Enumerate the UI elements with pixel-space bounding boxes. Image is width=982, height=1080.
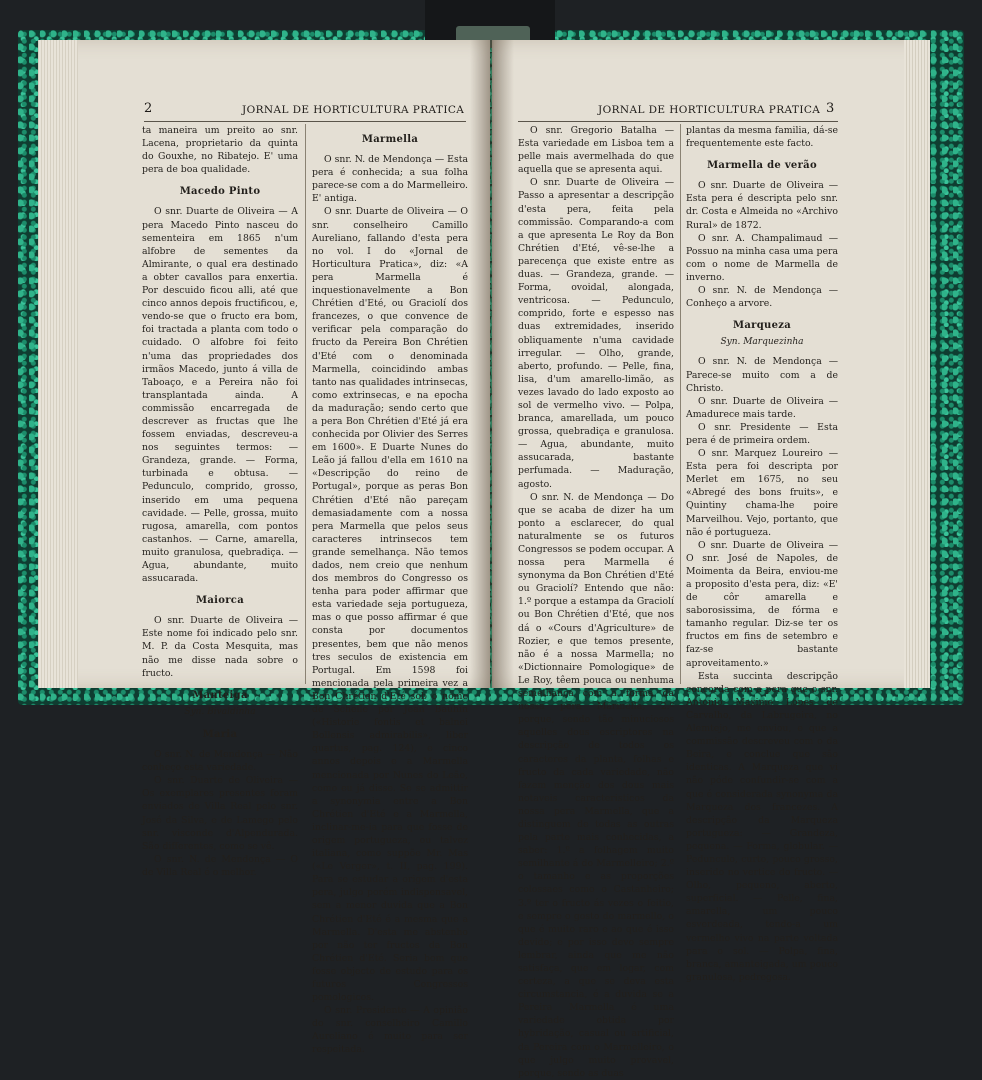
right-header-rule — [518, 121, 838, 122]
section-heading: Marmella de verão — [707, 160, 817, 172]
paragraph: O snr. Duarte de Oliveira — Este nome foi indicado pelo snr. M. P. da Costa Mesquita, mas não me disse nada sobre o fructo. — [142, 615, 298, 679]
paragraph: O snr. N. de Mendonça — Não conheço esta variedade. — [142, 749, 298, 774]
section-heading: Marmella — [361, 134, 419, 145]
paragraph: O snr. Duarte de Oliveira — A pera Macedo Pinto nasceu do sementeira em 1865 n'um alfobre de sementes da Almirante, o qual era destinado a obter cavallos para enxertia. Por descuido ficou alli, até que cinco annos depois fructificou, e, vendo-se que o fructo era bom, foi tractada a planta com todo o cuidado. O alfobre foi feito n'uma das propriedades dos irmãos Macedo, junto á villa de Taboaço, e a Pereira não foi transplantada ainda. A commissão encarregada de descrever as fructas que lhe fossem enviadas, descreveu-a nos seguintes termos: — Grandeza, grande. — Forma, turbinada e obtusa. — Pedunculo, comprido, grosso, inserido em uma pequena cavidade. — Pelle, grossa, muito rugosa, amarella, com pontos castanhos. — Carne, amarella, muito granulosa, quebradiça. — Agua, abundante, muito assucarada. — [142, 206, 298, 585]
paragraph: O snr. A. Champalimaud — Possuo na minha casa uma pera com o nome de Marmella de inverno. — [686, 232, 838, 283]
left-page-header: JORNAL DE HORTICULTURA PRATICA — [242, 104, 465, 116]
section-heading: Macedo Pinto — [179, 186, 261, 198]
paragraph: O snr. Duarte de Oliveira — Os exemplares presentes foram enviados de Villa Real pelo snr. José da Silva, e de Lamego pelo snr. visconde d'Alpendurada. São differentes, como se vê. — [142, 775, 298, 852]
left-header-rule — [144, 121, 466, 122]
paragraph: O snr. Duarte de Oliveira — Amadurece mais tarde. — [686, 395, 838, 420]
synonym-line: Syn. Bivaldinha — [184, 706, 256, 717]
right-column-2 — [686, 124, 838, 983]
section-heading: Maria — [202, 728, 238, 740]
section-heading: Maiorca — [196, 595, 244, 607]
paragraph: O snr. Duarte de Oliveira — O snr. conselheiro Camillo Aureliano, fallando d'esta pera no vol. I do «Jornal de Horticultura Pratica», diz: «A pera Marmella é inquestionavelmente a Bon Chrétien d'Eté, ou Graciolí dos francezes, o que convence de verificar pela comparação do fructo da Pereira Bon Chrétien d'Eté com o denominada Marmella, coincidindo ambas tanto nas qualidades intrinsecas, como extrinsecas, e na epocha da maduração; sendo certo que a pera Bon Chrétien d'Eté já era conhecida por Olivier des Serres em 1600». E Duarte Nunes do Leão já fallou d'ella em 1610 na «Descripção do reino de Portugal», porque as peras Bon Chrétien d'Eté não pareçam demasiadamente com a nossa pera Marmella que pelos seus caracteres intrinsecos tem grande semelhança. Não temos dados, nem creio que nenhum dos membros do Congresso os tenha para poder affirmar que esta variedade seja portugueza, mas o que posso affirmar é que consta por documentos presentes, bem que não menos tres seculos de existencia em Portugal. Em 1598 foi mencionada pela primeira vez a Bon Chrétien d'Eté sob o nome de Schelle por Jean Bauhin («Historie fontis et balnei Bollensis admirabilis», liber quartus, pag. 124), e cinco annos depois e a Marmella mencionada por Nunes do Leão, como eu já disse. Se se admittir a synonymia entre a Bon Chrétien d'Eté e a Marmella, inclinar-me-ia para que fosse de origem portugueza, ou talvez italiana, como suppõe Mr. Mas («Le Verger», t. II, pag. 199). Para se estudar a origem d'esta pera, julgo porém indispensavel, sem a menor duvida que a Bon Chrétien d'Eté é a mesma que a Marmella. D'esta me abstenho por não ter fructos da Bon Chrétien d'Eté. Seria bom que fosse objecto de estudo para os futuros Congressos pomologicos. — [312, 206, 468, 1004]
paragraph: O snr. Marquez Loureiro — Esta pera foi descripta por Merlet em 1675, no seu «Abregé des bons fruits», e Quintiny chama-lhe poire Marveilhou. Vejo, portanto, que não é portugueza. — [686, 448, 838, 538]
paragraph: O snr. Duarte de Oliveira — Esta pera é descripta pelo snr. dr. Costa e Almeida no «Archivo Rural» de 1872. — [686, 180, 838, 231]
paragraph: O snr. Presidente — Esta pera é de primeira ordem. — [686, 421, 838, 446]
paragraph: Esta succinta descripção concorda com a pera que o snr. Antonio Maximo Lopes de Carvalho, da Labrugeira, no Alemtejo, me enviou, e que a commissão descreveu com o da Beira, e conclue que são identicas. A Marqueza que vi não póde confundir-se com a que é considerada synonyma da Marqueza dos francezes. A descripção da Marqueza portugueza: — Grandeza, pequena. — Forma, globular. — Pedunculo, curto, pouco grosso, inserido no vertice do fructo. — Olho, pequeno, aberto, superficial. — Pelle, fina, amarella, um pouco esverdeada, tendo-a um vermelho vivo na parte voltada para o sol. — Polpa, fina, branca, amanteigada, um pouco granulosa, pedregosa. — [686, 670, 838, 983]
right-page-number: 3 — [826, 101, 835, 116]
paragraph: O snr. N. de Mendonça — O de Villa Real é o melhor. — [142, 853, 298, 878]
book-gutter — [470, 40, 514, 688]
left-column-1 — [142, 124, 298, 878]
synonym-line: Syn. Marquezinha — [720, 337, 804, 348]
paragraph: O snr. N. de Mendonça — Parece-se muito com a de Christo. — [686, 356, 838, 394]
right-column-divider — [680, 124, 681, 684]
paragraph: O snr. N. de Mendonça — Do que se acaba de dizer ha um ponto a esclarecer, do qual naturalmente se os futuros Congressos se podem occupar. A nossa pera Marmella é synonyma da Bon Chrétien d'Eté ou Graciolí? Entendo que não: 1.º porque a estampa da Graciolí ou Bon Chrétien d'Eté, que nos dá o «Cours d'Agriculture» de Rozier, e que temos presente, não é a nossa Marmella; no «Dictionnaire Pomologique» de Le Roy, têem pouca ou nenhuma semelhança com a forma da nossa pera Marmella; 2.º porque, sendo tão minuciosos aquelles dous escriptores na descripção de todos os caracteres da planta, folhas e fructo da cada variedade, não fazem menção dos dous mais notaveis caracteristicos da nossa pera Marmella, que a distinguem de todas as outras pela parte mais conhecidas, a saber: 1.º a folhagem muito semilhante á do Marmelleiro; 2.º o tamanho e as proporções colossaes como o Castanheiro; 3.º ter o fructo ás vezes o feitio, e sempre o gosto do marmello, o que é muito raro e ao que é isso devido; e por isso devo sempre lembrar, ainda que me não satisfaça, que em logar, com certeza, a que se deva esta circumstancia, é a duvida se a Pereira Marmella é uma variedade obtida por hybridação, casual ou artificial, da Pereira com o Marmelleiro, o que julgo muito provavel, porque, sendo as duas — [518, 491, 674, 1079]
left-column-divider — [305, 124, 306, 684]
right-page-header: JORNAL DE HORTICULTURA PRATICA — [598, 104, 821, 116]
paragraph: O snr. Presidente — A opinião do snr. conselheiro Camillo Aureliano é muito para ser respeitada. — [312, 1005, 468, 1056]
paragraph: ta maneira um preito ao snr. Lacena, proprietario da quinta do Gouxhe, no Ribatejo. E' uma pera de boa qualidade. — [142, 125, 298, 176]
paragraph: O snr. Gregorio Batalha — Esta variedade em Lisboa tem a pelle mais avermelhada do que aquella que se apresenta aqui. — [518, 125, 674, 176]
right-column-1 — [518, 124, 674, 1079]
section-heading: Manteiga — [192, 689, 248, 701]
left-page-number: 2 — [144, 101, 153, 116]
paragraph: O snr. N. de Mendonça — Conheço a arvore. — [686, 285, 838, 310]
paragraph: O snr. N. de Mendonça — Esta pera é conhecida; a sua folha parece-se com a do Marmelleiro. E' antiga. — [312, 154, 468, 205]
paragraph: O snr. Duarte de Oliveira — O snr. José de Napoles, de Moimenta da Beira, enviou-me a proposito d'esta pera, diz: «E' de côr amarella e saborosissima, de fórma e tamanho regular. Diz-se ter os fructos em fins de setembro e faz-se bastante aproveitamento.» — [686, 539, 838, 669]
paragraph: plantas da mesma familia, dá-se frequentemente este facto. — [686, 125, 838, 150]
left-column-2 — [312, 124, 468, 1056]
paragraph: O snr. Duarte de Oliveira — Passo a apresentar a descripção d'esta pera, feita pela commissão. Comparando-a com a que apresenta Le Roy da Bon Chrétien d'Eté, vê-se-lhe a parecença que existe entre as duas. — Grandeza, grande. — Forma, ovoidal, alongada, ventricosa. — Pedunculo, comprido, forte e espesso nas duas extremidades, inserido obliquamente n'uma cavidade irregular. — Olho, grande, aberto, profundo. — Pelle, fina, lisa, d'um amarello-limão, as vezes lavado do lado exposto ao sol de vermelho vivo. — Polpa, branca, amarellada, um pouco grossa, quebradiça e granulosa. — Agua, abundante, muito assucarada, bastante perfumada. — Maduração, agosto. — [518, 177, 674, 490]
section-heading: Marqueza — [732, 320, 791, 332]
